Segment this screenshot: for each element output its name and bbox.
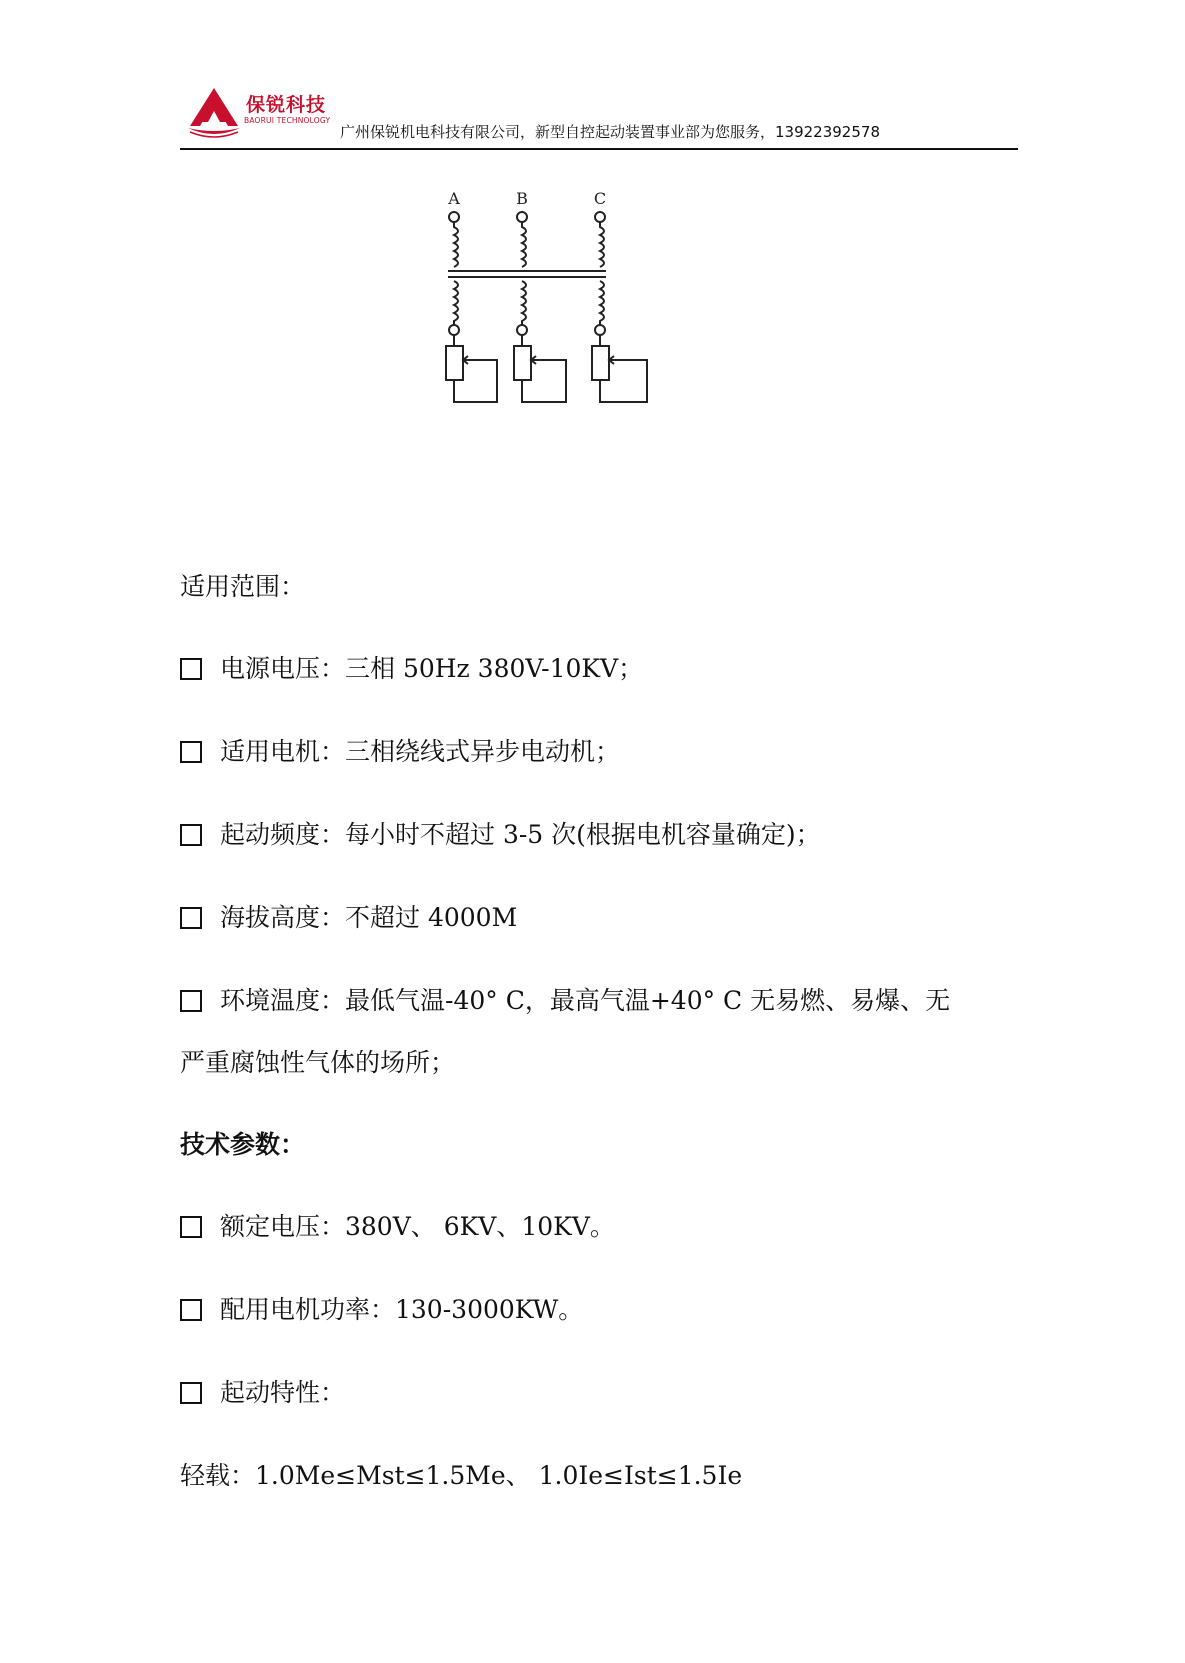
checkbox-icon bbox=[180, 990, 202, 1012]
checkbox-icon bbox=[180, 1299, 202, 1321]
phase-c-branch bbox=[592, 212, 647, 402]
tech-item bbox=[180, 1295, 583, 1325]
baorui-logo-icon bbox=[184, 82, 244, 138]
phase-label-c: C bbox=[593, 189, 607, 208]
tech-item bbox=[180, 1378, 345, 1408]
scope-item-text: 起动频度：每小时不超过 3-5 次(根据电机容量确定)； bbox=[220, 820, 821, 849]
brand-name-en: BAORUI TECHNOLOGY bbox=[244, 116, 331, 125]
scope-item bbox=[180, 737, 620, 767]
header-divider bbox=[180, 148, 1018, 150]
scope-item bbox=[180, 903, 517, 933]
company-logo bbox=[184, 82, 354, 138]
phase-b-branch bbox=[514, 212, 566, 402]
checkbox-icon bbox=[180, 741, 202, 763]
page-header bbox=[0, 0, 1185, 160]
transformer-core-line bbox=[448, 271, 606, 277]
checkbox-icon bbox=[180, 658, 202, 680]
scope-item-text: 环境温度：最低气温-40° C，最高气温+40° C 无易燃、易爆、无 bbox=[220, 986, 951, 1015]
three-phase-circuit-diagram bbox=[420, 185, 725, 440]
scope-item bbox=[180, 986, 950, 1016]
scope-item-text: 海拔高度：不超过 4000M bbox=[220, 903, 518, 932]
checkbox-icon bbox=[180, 907, 202, 929]
tech-item-text: 配用电机功率：130-3000KW。 bbox=[220, 1295, 584, 1324]
scope-item-continuation: 严重腐蚀性气体的场所； bbox=[180, 1048, 456, 1077]
tech-item bbox=[180, 1212, 615, 1242]
tech-item-text: 额定电压：380V、 6KV、10KV。 bbox=[220, 1212, 615, 1241]
brand-name-cn: 保锐科技 bbox=[246, 94, 327, 116]
scope-item bbox=[180, 654, 643, 684]
header-tagline: 广州保锐机电科技有限公司，新型自控起动装置事业部为您服务，13922392578 bbox=[340, 123, 880, 141]
phase-label-b: B bbox=[516, 189, 528, 208]
scope-item-text: 适用电机：三相绕线式异步电动机； bbox=[220, 737, 621, 766]
scope-item-text: 电源电压：三相 50Hz 380V-10KV； bbox=[220, 654, 644, 683]
checkbox-icon bbox=[180, 824, 202, 846]
checkbox-icon bbox=[180, 1216, 202, 1238]
phase-label-a: A bbox=[448, 189, 460, 208]
tech-item-text: 起动特性： bbox=[220, 1378, 346, 1407]
tech-heading: 技术参数： bbox=[180, 1130, 306, 1159]
light-load-spec: 轻载：1.0Me≤Mst≤1.5Me、 1.0Ie≤Ist≤1.5Ie bbox=[180, 1461, 743, 1490]
scope-heading: 适用范围： bbox=[180, 572, 306, 601]
scope-item bbox=[180, 820, 821, 850]
phase-a-branch bbox=[446, 212, 497, 402]
checkbox-icon bbox=[180, 1382, 202, 1404]
